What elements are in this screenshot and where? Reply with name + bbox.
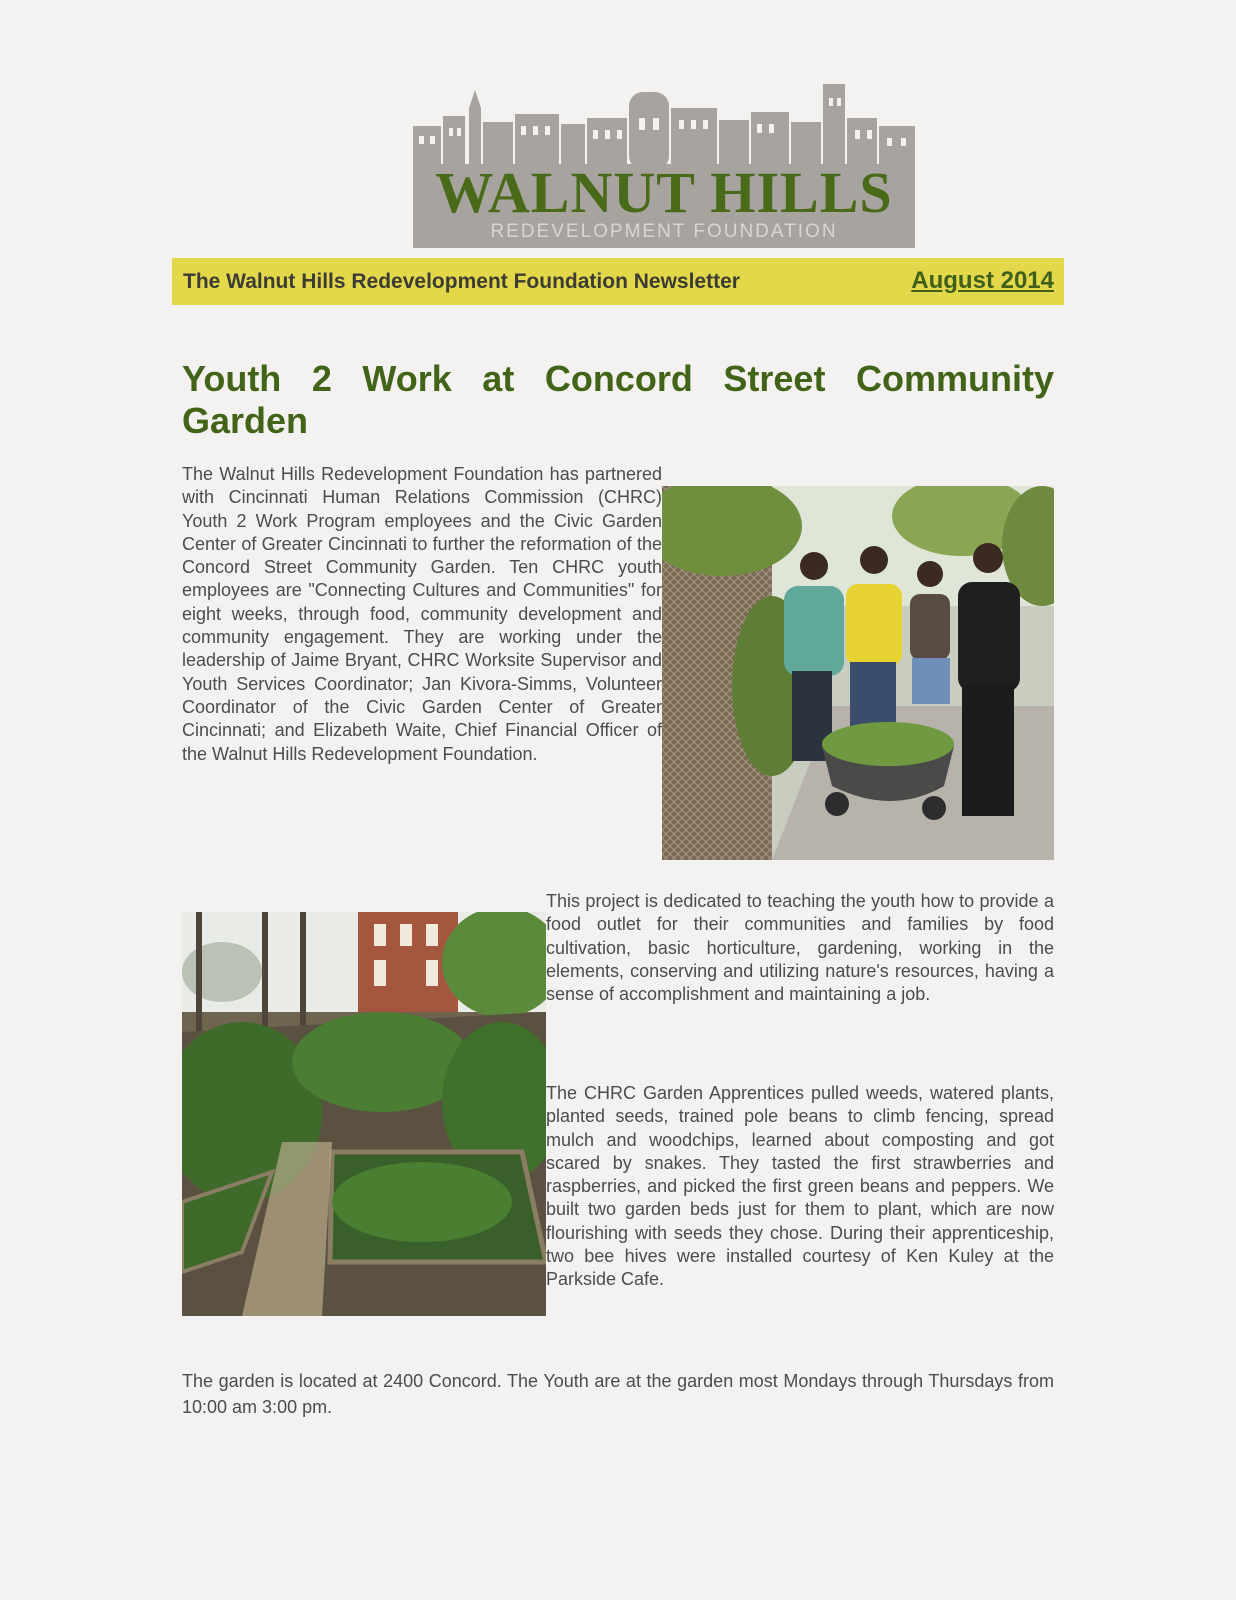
logo-title: WALNUT HILLS [435, 160, 893, 225]
city-skyline-icon [411, 78, 917, 170]
article-paragraph-project: This project is dedicated to teaching the youth how to provide a food outlet for their communities and families by food cultivation, basic horticulture, gardening, working in the elements, conserving and utilizing nature's resources, having a sense of accomplishment and maintaining a job. [546, 891, 1054, 1005]
walnut-hills-logo [411, 78, 917, 248]
newsletter-banner [172, 258, 1064, 305]
garden-beds-photo [182, 912, 546, 1316]
article-paragraph-apprentices: The CHRC Garden Apprentices pulled weeds, watered plants, planted seeds, trained pole beans to climb fencing, spread mulch and woodchips, learned about composting and got scared by snakes. They tasted the first strawberries and raspberries, and picked the first green beans and peppers. We built two garden beds just for them to plant, which are now flourishing with seeds they chose. During their apprenticeship, two bee hives were installed courtesy of Ken Kuley at the Parkside Cafe. [546, 1083, 1054, 1290]
article-paragraph-intro: The Walnut Hills Redevelopment Foundation has partnered with Cincinnati Human Relations Commission (CHRC) Youth 2 Work Program employees and the Civic Garden Center of Greater Cincinnati to further the reformation of the Concord Street Community Garden. Ten CHRC youth employees are "Connecting Cultures and Communities" for eight weeks, through food, community development and community engagement. They are working under the leadership of Jaime Bryant, CHRC Worksite Supervisor and Youth Services Coordinator; Jan Kivora-Simms, Volunteer Coordinator of the Civic Garden Center of Greater Cincinnati; and Elizabeth Waite, Chief Financial Officer of the Walnut Hills Redevelopment Foundation. [182, 464, 662, 764]
newsletter-title: The Walnut Hills Redevelopment Foundation Newsletter [183, 270, 740, 293]
article-headline: Youth 2 Work at Concord Street Community Garden [182, 358, 1054, 441]
article-paragraph-location: The garden is located at 2400 Concord. The Youth are at the garden most Mondays through Thursdays from 10:00 am 3:00 pm. [182, 1371, 1054, 1417]
youth-garden-photo [662, 486, 1054, 860]
logo-subtitle: REDEVELOPMENT FOUNDATION [490, 221, 838, 242]
newsletter-date: August 2014 [911, 267, 1054, 294]
